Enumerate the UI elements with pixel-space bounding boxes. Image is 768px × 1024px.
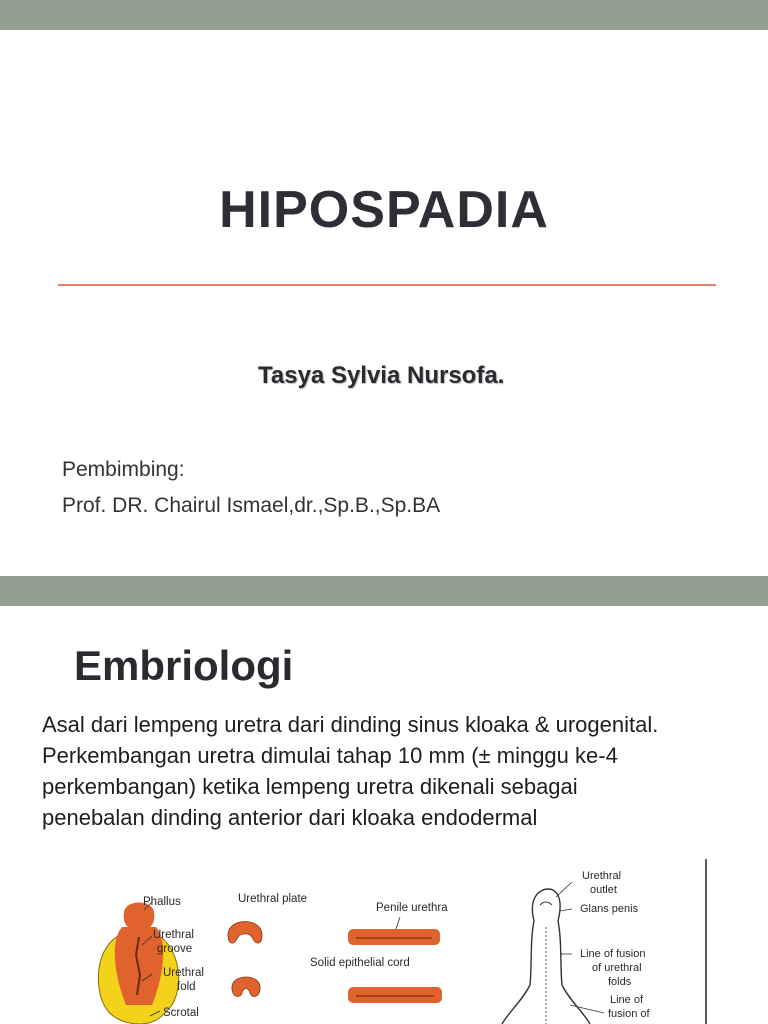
body-line: perkembangan) ketika lempeng uretra dikenali sebagai [42, 774, 578, 799]
advisor-name: Prof. DR. Chairul Ismael,dr.,Sp.B.,Sp.BA [62, 494, 441, 517]
slide-separator-band [0, 576, 768, 606]
label-penile-urethra: Penile urethra [376, 902, 448, 914]
slide-title: HIPOSPADIA [219, 181, 549, 239]
penile-urethra-bar [348, 917, 440, 945]
cross-section-plate [228, 922, 262, 944]
body-paragraph [42, 709, 766, 833]
genital-tubercle-figure [98, 902, 178, 1024]
solid-cord-bar [348, 987, 442, 1003]
label-solid-epithelial-cord: Solid epithelial cord [310, 957, 410, 969]
label-scrotal: Scrotal [163, 1007, 199, 1019]
label-line-of-fusion-b: fusion of [608, 1008, 650, 1020]
label-urethral-fold: Urethral [163, 967, 204, 979]
label-urethral-outlet: outlet [590, 884, 617, 896]
title-divider [58, 284, 716, 286]
cross-section-fold [232, 977, 260, 996]
top-band [0, 0, 768, 30]
label-urethral-groove: Urethral [153, 929, 194, 941]
label-line-of-fusion: Line of fusion [580, 948, 646, 960]
label-phallus: Phallus [143, 896, 181, 908]
label-line-of-fusion: folds [608, 976, 632, 988]
label-urethral-plate: Urethral plate [238, 893, 308, 905]
label-urethral-groove: groove [157, 943, 193, 955]
author-name: Tasya Sylvia Nursofa. [258, 362, 505, 389]
label-urethral-fold: fold [177, 981, 196, 993]
advisor-label: Pembimbing: [62, 458, 185, 481]
label-glans-penis: Glans penis [580, 903, 639, 915]
body-line: Asal dari lempeng uretra dari dinding sinus kloaka & urogenital. [42, 712, 659, 737]
embryology-diagram [60, 855, 760, 1024]
label-line-of-fusion: of urethral [592, 962, 642, 974]
section-heading: Embriologi [74, 642, 294, 689]
label-urethral-outlet: Urethral [582, 870, 622, 882]
body-line: penebalan dinding anterior dari kloaka endodermal [42, 805, 538, 830]
body-line: Perkembangan uretra dimulai tahap 10 mm (± minggu ke-4 [42, 743, 618, 768]
label-line-of-fusion-b: Line of [610, 994, 644, 1006]
